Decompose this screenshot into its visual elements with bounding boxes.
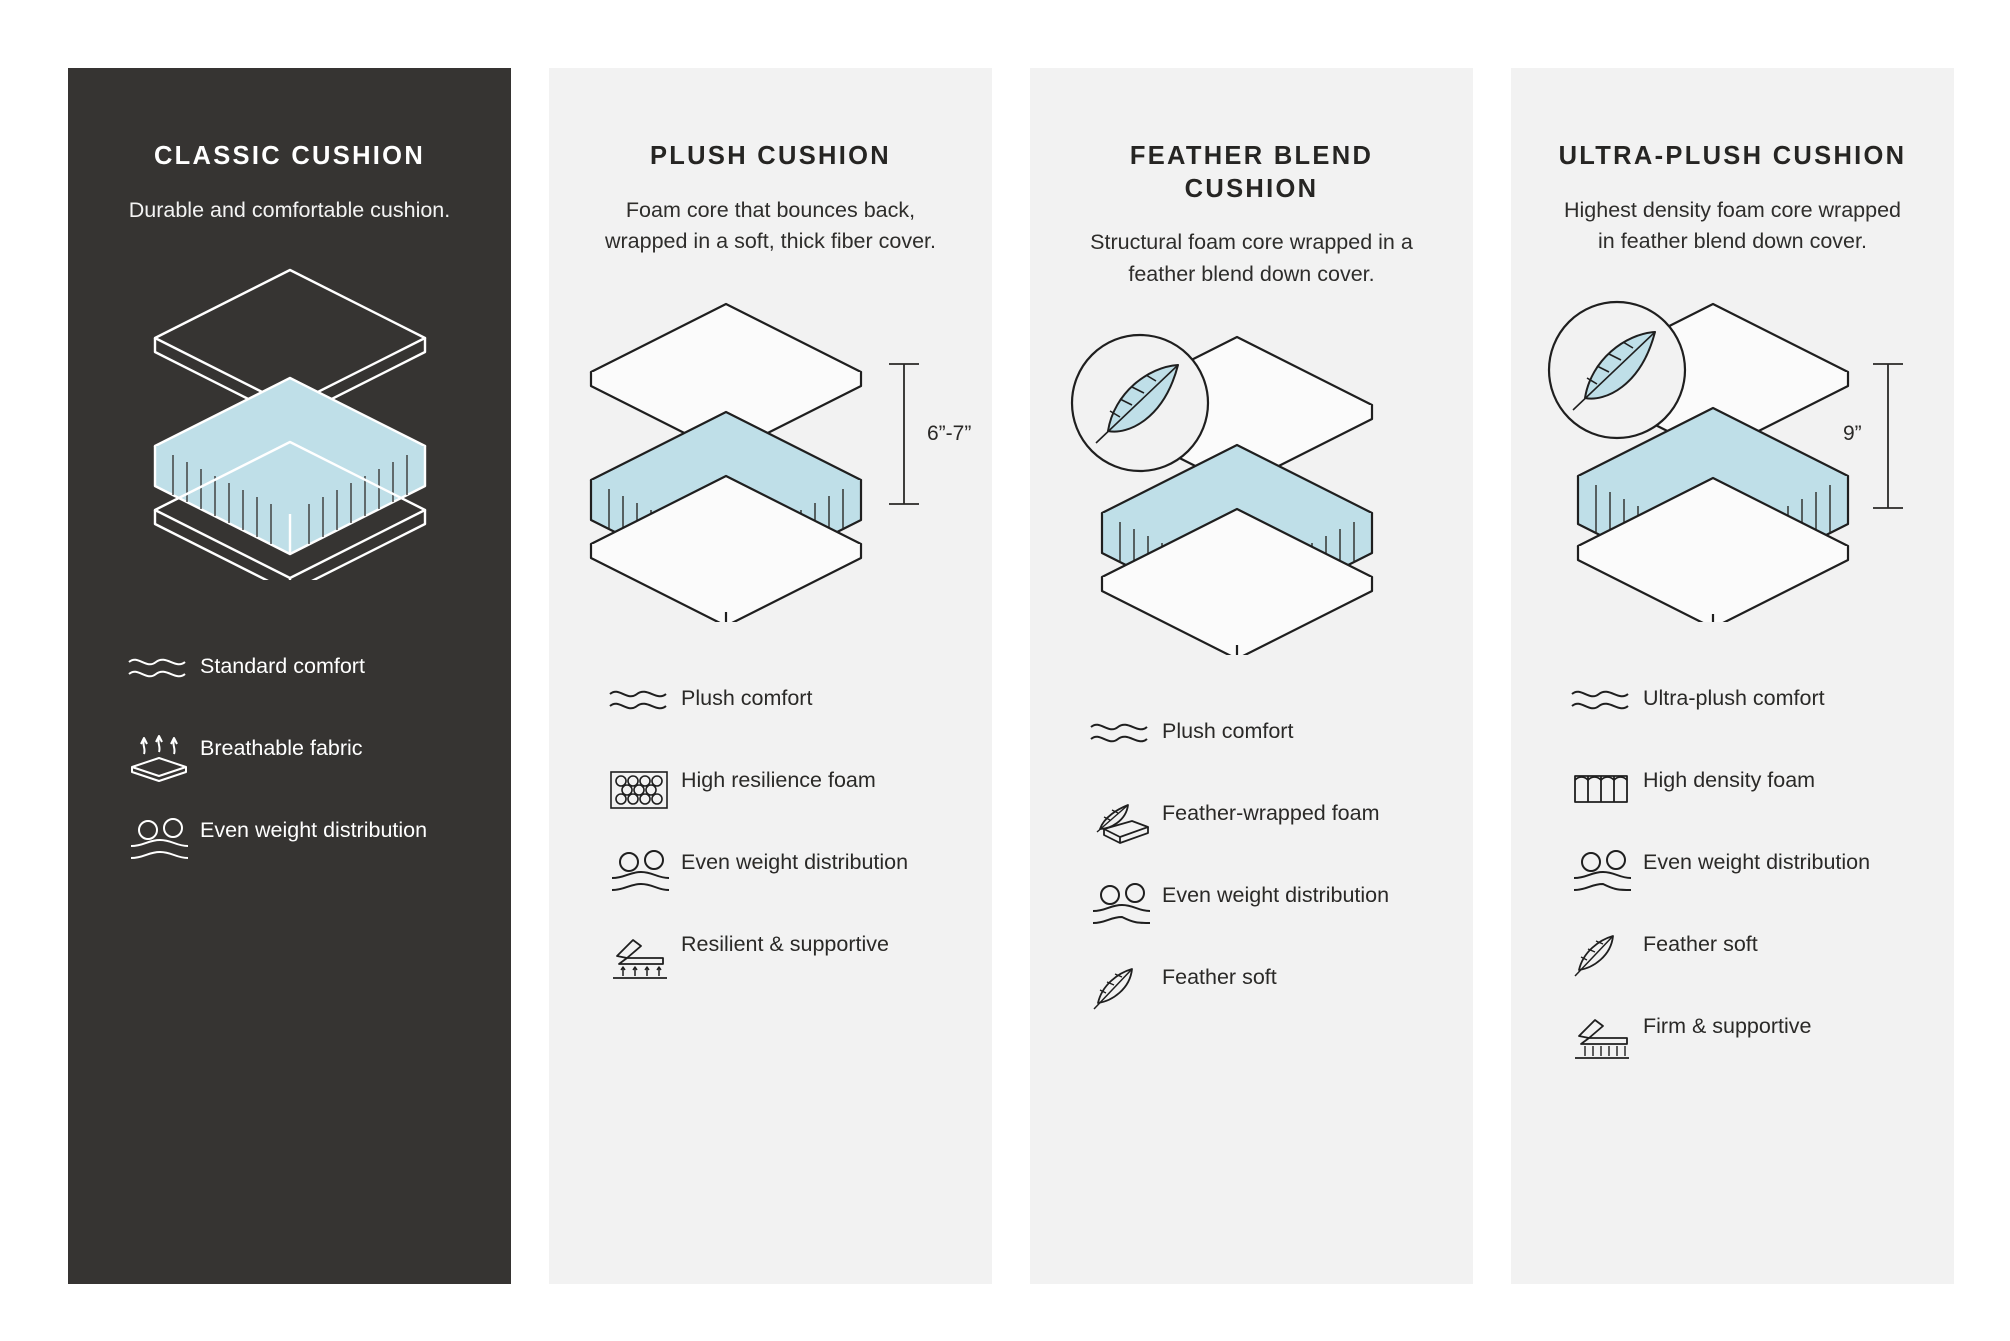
- cushion-card-ultra-plush: [1511, 68, 1954, 1284]
- feature-label: Firm & supportive: [1643, 1014, 1812, 1039]
- cushion-card-plush: [549, 68, 992, 1284]
- feature-label: High resilience foam: [681, 768, 876, 793]
- feather-badge-icon: [1549, 302, 1685, 438]
- feature-label: Ultra-plush comfort: [1643, 686, 1825, 711]
- feature-label: Even weight distribution: [1643, 850, 1871, 875]
- dimension-label: 9”: [1842, 422, 1862, 446]
- list-item: [1569, 1010, 1920, 1066]
- breathable-fabric-icon: [126, 732, 200, 782]
- exploded-cushion-illustration: [1533, 282, 1933, 622]
- feather-icon: [1569, 928, 1643, 982]
- card-description: Highest density foam core wrapped in feather blend down cover.: [1563, 197, 1901, 254]
- list-item: [1088, 797, 1439, 853]
- even-weight-icon: [126, 814, 200, 868]
- honeycomb-foam-icon: [607, 764, 681, 814]
- feature-label: Feather soft: [1162, 964, 1277, 989]
- list-item: [1569, 928, 1920, 984]
- cushion-diagram-plush: [549, 282, 992, 652]
- list-item: [1088, 879, 1439, 935]
- wave-lines-icon: [126, 650, 200, 682]
- feature-list: [68, 650, 511, 870]
- page-title: FEATHER BLEND CUSHION: [1129, 142, 1374, 203]
- list-item: [1088, 961, 1439, 1017]
- feather-badge-icon: [1072, 335, 1208, 471]
- cushion-card-classic: [68, 68, 511, 1284]
- cushion-diagram-feather-blend: [1030, 315, 1473, 685]
- page-title: PLUSH CUSHION: [650, 142, 891, 170]
- feature-label: Even weight distribution: [681, 850, 909, 875]
- list-item: [607, 682, 958, 738]
- list-item: [1569, 682, 1920, 738]
- feature-list: [1030, 715, 1473, 1017]
- list-item: [607, 928, 958, 984]
- feature-label: Even weight distribution: [1162, 882, 1390, 907]
- list-item: [607, 764, 958, 820]
- card-description: Durable and comfortable cushion.: [128, 197, 451, 222]
- lounge-chair-icon: [1569, 1010, 1643, 1064]
- list-item: [607, 846, 958, 902]
- density-foam-icon: [1569, 764, 1643, 810]
- lounge-chair-icon: [607, 928, 681, 982]
- exploded-cushion-illustration: [125, 250, 455, 580]
- list-item: [126, 732, 477, 788]
- feather-icon: [1088, 961, 1162, 1015]
- even-weight-icon: [1569, 846, 1643, 900]
- list-item: [126, 650, 477, 706]
- feature-list: [549, 682, 992, 984]
- card-description: Foam core that bounces back, wrapped in a soft, thick fiber cover.: [604, 197, 937, 254]
- feature-label: Feather-wrapped foam: [1162, 800, 1380, 825]
- page-title: ULTRA-PLUSH CUSHION: [1558, 142, 1907, 170]
- even-weight-icon: [607, 846, 681, 900]
- feature-list: [1511, 682, 1954, 1066]
- wave-lines-icon: [1088, 715, 1162, 747]
- list-item: [1088, 715, 1439, 771]
- list-item: [126, 814, 477, 870]
- list-item: [1569, 764, 1920, 820]
- feature-label: Feather soft: [1643, 932, 1758, 957]
- feature-label: Breathable fabric: [200, 736, 363, 761]
- feature-label: Even weight distribution: [200, 818, 428, 843]
- cushion-diagram-ultra-plush: [1511, 282, 1954, 652]
- feature-label: Standard comfort: [200, 654, 365, 679]
- cushion-card-feather-blend: [1030, 68, 1473, 1284]
- exploded-cushion-illustration: [1052, 315, 1452, 655]
- list-item: [1569, 846, 1920, 902]
- even-weight-icon: [1088, 879, 1162, 933]
- cushion-diagram-classic: [68, 250, 511, 620]
- wave-lines-icon: [607, 682, 681, 714]
- feature-label: High density foam: [1643, 768, 1816, 793]
- feature-label: Resilient & supportive: [681, 932, 889, 957]
- wave-lines-icon: [1569, 682, 1643, 714]
- exploded-cushion-illustration: [571, 282, 971, 622]
- feather-wrapped-foam-icon: [1088, 797, 1162, 849]
- feature-label: Plush comfort: [681, 686, 813, 711]
- feature-label: Plush comfort: [1162, 718, 1294, 743]
- card-description: Structural foam core wrapped in a feather blend down cover.: [1090, 230, 1413, 287]
- dimension-label: 6”-7”: [926, 422, 971, 446]
- page-title: CLASSIC CUSHION: [153, 142, 426, 170]
